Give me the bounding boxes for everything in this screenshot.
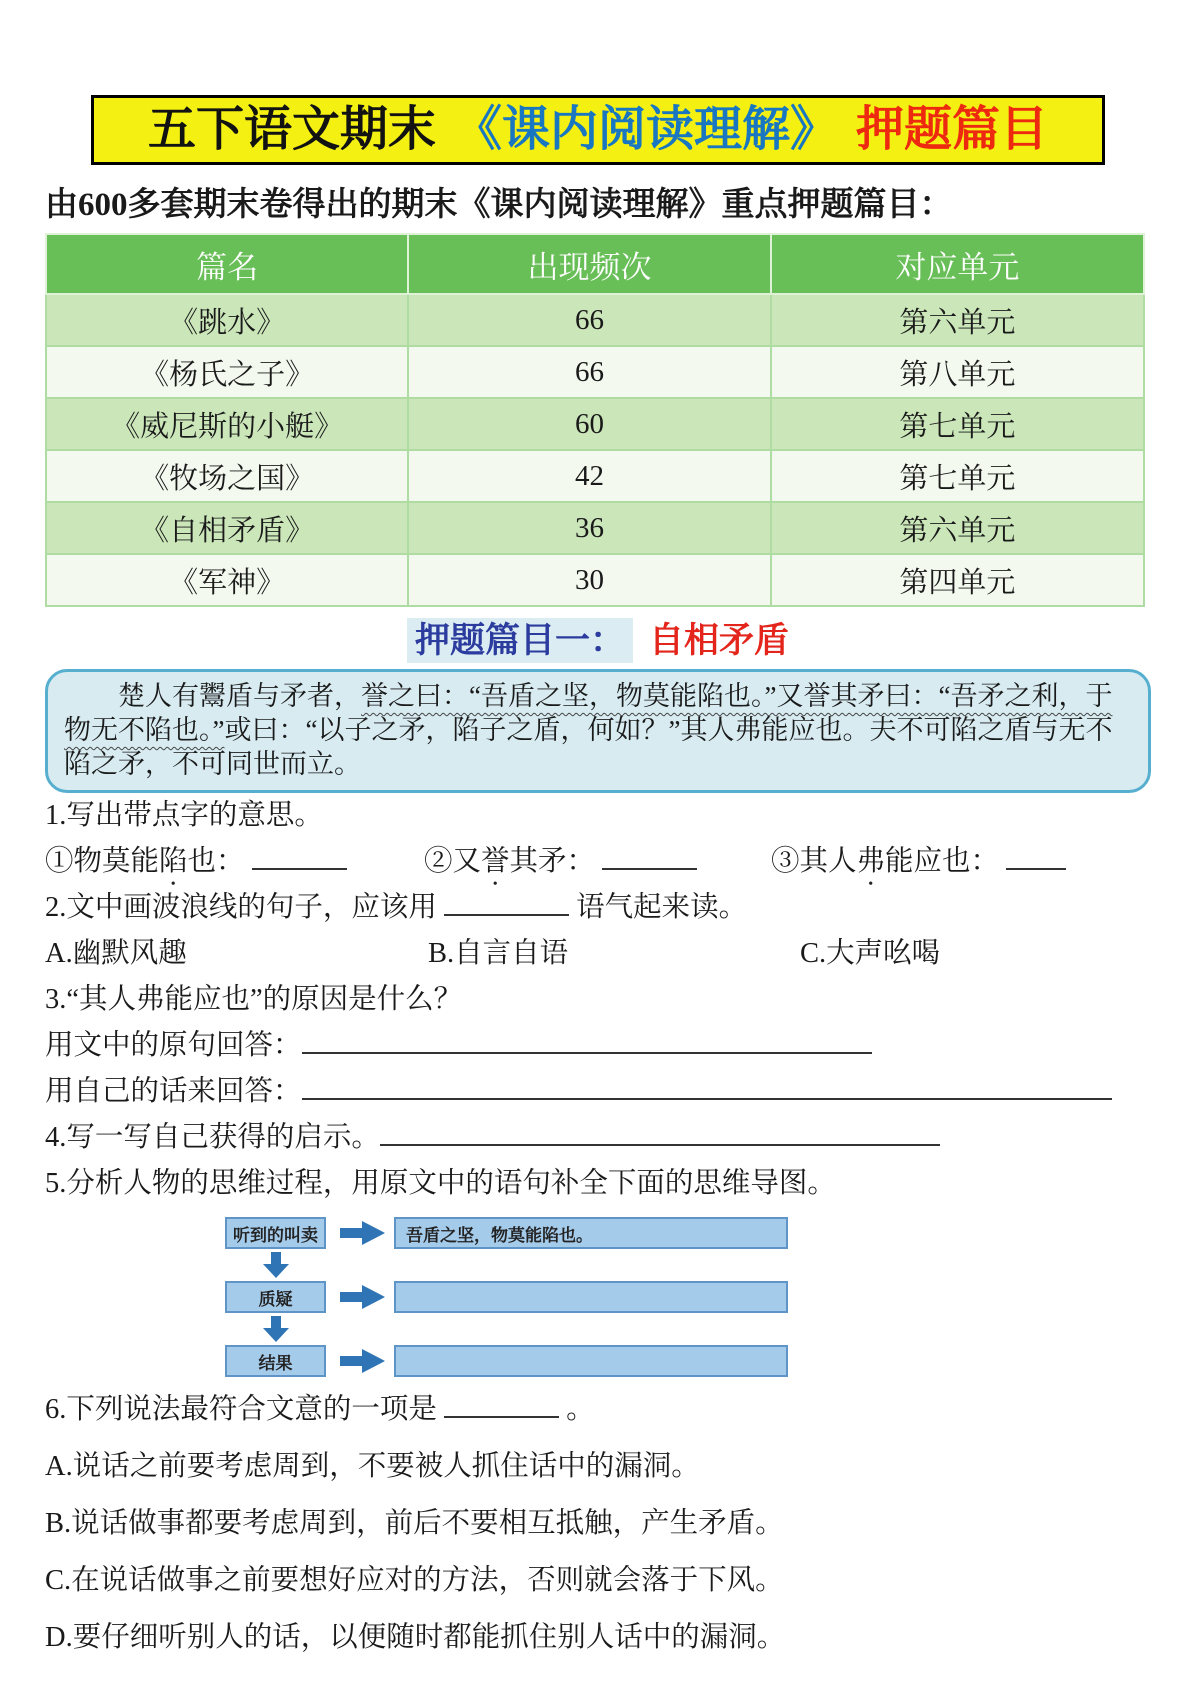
option-b: B.自言自语: [428, 938, 569, 969]
question-6-stem: [45, 1381, 1151, 1438]
answer-blank: [302, 1052, 872, 1054]
question-6-option-a: A.说话之前要考虑周到，不要被人抓住话中的漏洞。: [45, 1451, 700, 1482]
table-row: [46, 346, 1144, 398]
table-row: [46, 450, 1144, 502]
column-header-name: 篇名: [46, 234, 408, 294]
section-topic: 自相矛盾: [649, 621, 790, 660]
subtitle: 由600多套期末卷得出的期末《课内阅读理解》重点押题篇目：: [45, 187, 953, 223]
passage-plain-1: 楚人有鬻盾与矛者，: [118, 681, 361, 711]
right-arrow-icon: [340, 1284, 386, 1310]
section-label: 押题篇目一：: [407, 618, 633, 663]
dotted-char: 陷: [159, 846, 188, 877]
cell-unit: 第六单元: [771, 294, 1144, 346]
frequency-table: [45, 233, 1145, 607]
table-header-row: [46, 234, 1144, 294]
cell-unit: 第七单元: [771, 450, 1144, 502]
item-text: 也：: [187, 846, 245, 877]
answer-blank: [302, 1098, 1112, 1100]
question-6-option-b: B.说话做事都要考虑周到，前后不要相互抵触，产生矛盾。: [45, 1508, 784, 1539]
dotted-char: 弗: [856, 846, 886, 877]
title-part-black: 五下语文期末: [147, 103, 436, 156]
diagram-label: 结果: [225, 1345, 326, 1377]
item-text: ①物莫能: [45, 846, 160, 877]
table-row: [46, 554, 1144, 606]
cell-unit: 第四单元: [771, 554, 1144, 606]
cell-frequency: 36: [408, 502, 770, 554]
cell-name: 《自相矛盾》: [46, 502, 408, 554]
question-6-option-c: C.在说话做事之前要想好应对的方法，否则就会落于下风。: [45, 1565, 784, 1596]
column-header-unit: 对应单元: [771, 234, 1144, 294]
table-row: [46, 502, 1144, 554]
answer-blank: [444, 914, 569, 916]
cell-frequency: 66: [408, 346, 770, 398]
answer-blank: [252, 868, 347, 870]
cell-name: 《军神》: [46, 554, 408, 606]
title-part-blue: 《课内阅读理解》: [453, 103, 838, 156]
questions-section: [45, 793, 1151, 1666]
passage-wavy-underlined: 誉之曰：“吾盾之坚，物莫能陷也。”又誉其矛曰：“吾矛之利，于物无不陷也。”: [64, 681, 1113, 745]
diagram-label: 听到的叫卖: [225, 1217, 326, 1249]
stem-text: 。: [566, 1394, 595, 1425]
right-arrow-icon: [340, 1220, 386, 1246]
diagram-content: 吾盾之坚，物莫能陷也。: [394, 1217, 788, 1249]
question-3-stem: 3.“其人弗能应也”的原因是什么？: [45, 984, 463, 1015]
cell-name: 《威尼斯的小艇》: [46, 398, 408, 450]
diagram-row-1: [225, 1217, 1151, 1249]
stem-text: 2.文中画波浪线的句子，应该用: [45, 892, 437, 923]
option-a: A.幽默风趣: [45, 938, 187, 969]
answer-label: 用文中的原句回答：: [45, 1030, 302, 1061]
question-1-item-3: [771, 846, 1066, 877]
diagram-row-2: [225, 1281, 1151, 1313]
cell-name: 《牧场之国》: [46, 450, 408, 502]
column-header-frequency: 出现频次: [408, 234, 770, 294]
answer-blank: [444, 1416, 559, 1418]
dotted-char: 誉: [481, 846, 510, 877]
stem-text: 4.写一写自己获得的启示。: [45, 1122, 380, 1153]
down-arrow-icon: [263, 1252, 289, 1278]
down-arrow-icon: [263, 1316, 289, 1342]
question-1-stem: 1.写出带点字的意思。: [45, 800, 323, 831]
right-arrow-icon: [340, 1348, 386, 1374]
question-3-line-2: [45, 1069, 1151, 1115]
passage-box: [45, 669, 1151, 793]
answer-blank: [380, 1144, 940, 1146]
question-2-stem: [45, 885, 1151, 931]
item-text: 能应也：: [885, 846, 1000, 877]
cell-frequency: 66: [408, 294, 770, 346]
cell-frequency: 30: [408, 554, 770, 606]
question-2-options: [45, 931, 1151, 977]
cell-unit: 第七单元: [771, 398, 1144, 450]
item-text: ②又: [424, 846, 482, 877]
passage-text: [64, 679, 1132, 781]
question-4-stem: [45, 1115, 1151, 1161]
question-5-stem: 5.分析人物的思维过程，用原文中的语句补全下面的思维导图。: [45, 1168, 836, 1199]
question-3-line-1: [45, 1023, 1151, 1069]
item-text: 其矛：: [509, 846, 596, 877]
cell-name: 《跳水》: [46, 294, 408, 346]
passage-plain-2: 或曰：“以子之矛，陷子之盾，何如？”其人弗能应也。夫不可陷之盾与无不陷之矛，不可同世而立。: [64, 715, 1113, 779]
table-row: [46, 398, 1144, 450]
diagram-label: 质疑: [225, 1281, 326, 1313]
page-title: [91, 95, 1105, 165]
item-text: ③其人: [771, 846, 857, 877]
diagram-row-3: [225, 1345, 1151, 1377]
table-row: [46, 294, 1144, 346]
section-heading: [45, 613, 1151, 663]
answer-blank: [602, 868, 697, 870]
cell-frequency: 42: [408, 450, 770, 502]
question-1-items: [45, 839, 1151, 885]
diagram-content: [394, 1345, 788, 1377]
cell-name: 《杨氏之子》: [46, 346, 408, 398]
question-6-option-d: D.要仔细听别人的话，以便随时都能抓住别人话中的漏洞。: [45, 1622, 786, 1653]
mind-map-diagram: [225, 1217, 1151, 1377]
title-part-red: 押题篇目: [856, 103, 1049, 156]
answer-label: 用自己的话来回答：: [45, 1076, 302, 1107]
stem-text: 6.下列说法最符合文意的一项是: [45, 1394, 437, 1425]
answer-blank: [1006, 868, 1066, 870]
cell-unit: 第八单元: [771, 346, 1144, 398]
option-c: C.大声吆喝: [800, 938, 941, 969]
stem-text: 语气起来读。: [576, 892, 748, 923]
diagram-content: [394, 1281, 788, 1313]
cell-frequency: 60: [408, 398, 770, 450]
cell-unit: 第六单元: [771, 502, 1144, 554]
